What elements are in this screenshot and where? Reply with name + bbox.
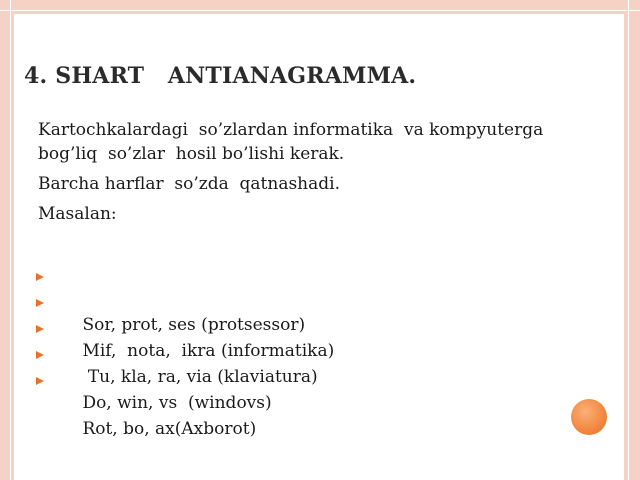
- decorative-circle-icon: [571, 399, 607, 435]
- examples-list: [36, 265, 335, 439]
- list-item-text: Sor, prot, ses (protsessor): [82, 315, 306, 335]
- intro-paragraph-3: Masalan:: [38, 204, 117, 224]
- frame-line-left: [10, 0, 11, 480]
- list-item-text: Tu, kla, ra, via (klaviatura): [82, 367, 318, 387]
- list-item: [36, 265, 334, 335]
- bullet-arrow-icon: [36, 377, 44, 385]
- list-item-text: Rot, bo, ax(Axborot): [82, 419, 257, 439]
- list-item-text: Do, win, vs (windovs): [82, 393, 272, 413]
- bullet-arrow-icon: [36, 273, 44, 281]
- bullet-arrow-icon: [36, 351, 44, 359]
- list-item-text: Mif, nota, ikra (informatika): [82, 341, 335, 361]
- intro-paragraph-2: Barcha harflar so’zda qatnashadi.: [38, 174, 340, 194]
- bullet-arrow-icon: [36, 299, 44, 307]
- intro-paragraph-1: Kartochkalardagi so’zlardan informatika va kompyuterga bog’liq so’zlar hosil bo’lishi kerak.: [38, 120, 555, 164]
- frame-line-top: [0, 10, 640, 11]
- frame-line-right: [628, 0, 629, 480]
- bullet-arrow-icon: [36, 325, 44, 333]
- intro-text: [38, 118, 598, 226]
- slide-title: 4. SHART ANTIANAGRAMMA.: [24, 63, 417, 89]
